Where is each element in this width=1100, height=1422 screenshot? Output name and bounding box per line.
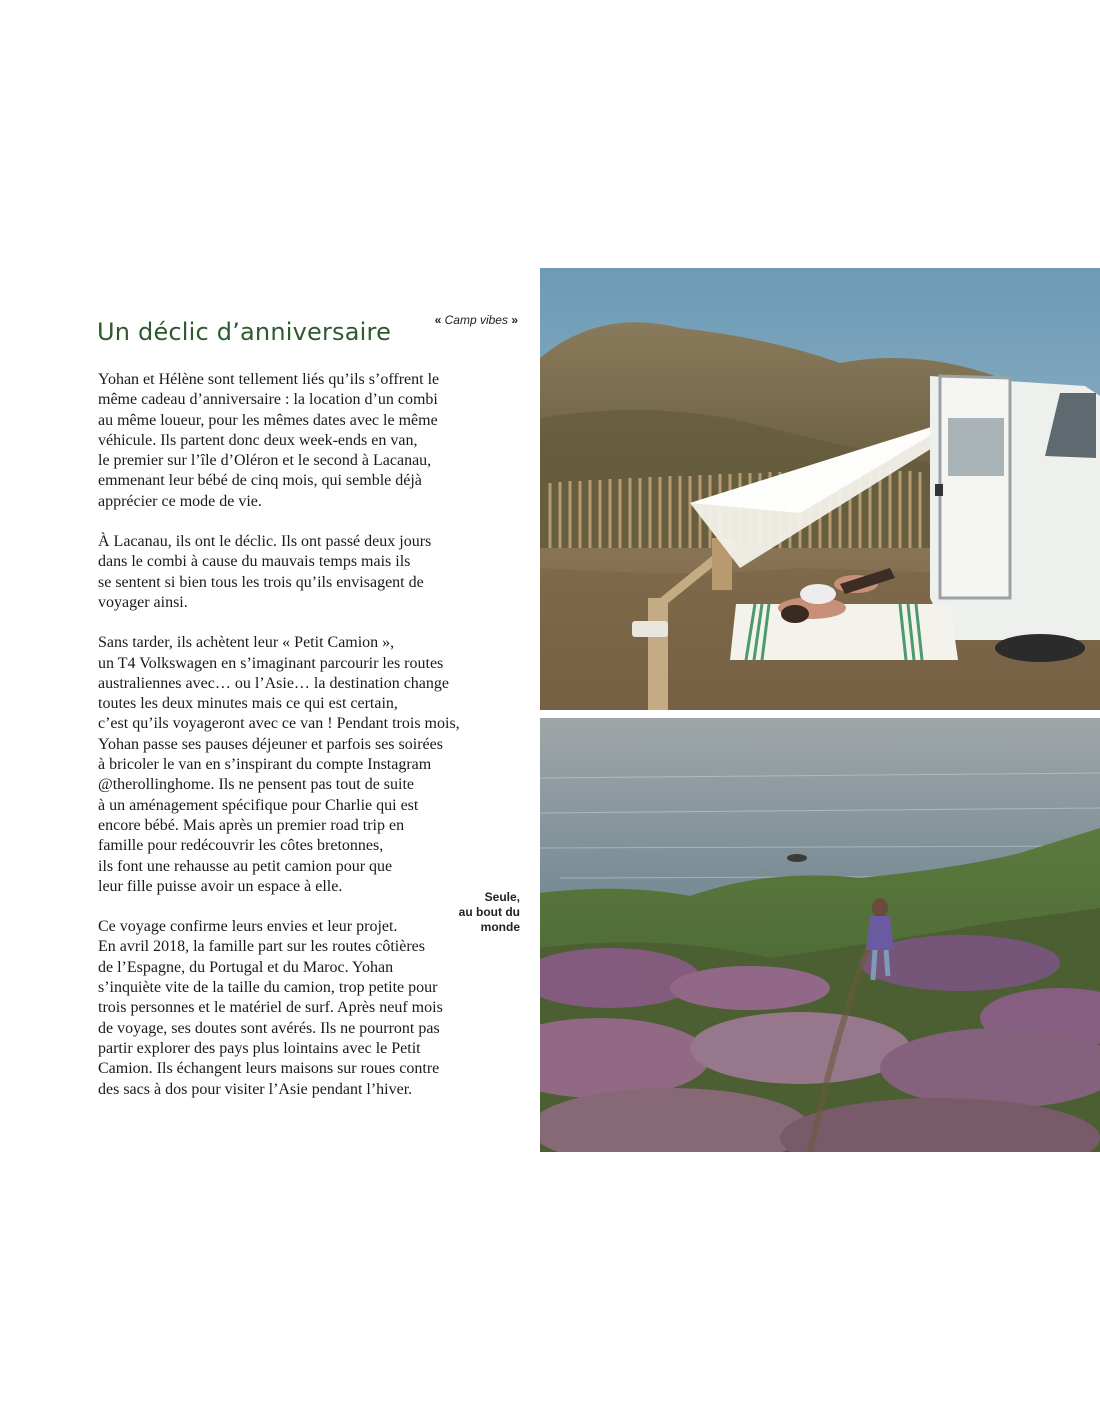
article-heading: Un déclic d’anniversaire: [97, 318, 392, 346]
paragraph-line: s’inquiète vite de la taille du camion, trop petite pour: [98, 979, 438, 997]
paragraph-line: Yohan et Hélène sont tellement liés qu’ils s’offrent le: [98, 371, 440, 388]
caption-open-quote: «: [434, 313, 442, 327]
caption-text: Camp vibes: [444, 313, 508, 327]
article-paragraph: [98, 917, 478, 1100]
paragraph-line: apprécier ce mode de vie.: [98, 492, 262, 510]
paragraph-line: En avril 2018, la famille part sur les routes côtières: [98, 938, 426, 956]
paragraph-line: se sentent si bien tous les trois qu’ils envisagent de: [98, 573, 424, 591]
paragraph-line: c’est qu’ils voyageront avec ce van ! Pendant trois mois,: [98, 715, 460, 733]
paragraph-line: voyager ainsi.: [98, 593, 188, 611]
paragraph-line: encore bébé. Mais après un premier road trip en: [98, 816, 405, 834]
caption-close-quote: »: [511, 313, 518, 327]
photo-caption-bottom: [420, 890, 520, 935]
van-awning-camp-photo: [540, 268, 1100, 710]
article-paragraph: [98, 370, 478, 512]
paragraph-line: véhicule. Ils partent donc deux week-ends en van,: [98, 431, 418, 449]
paragraph-line: à bricoler le van en s’inspirant du compte Instagram: [98, 756, 432, 774]
paragraph-line: @therollinghome. Ils ne pensent pas tout de suite: [98, 776, 415, 794]
photo-caption-top: [435, 313, 518, 327]
paragraph-line: Sans tarder, ils achètent leur « Petit Camion »,: [98, 634, 395, 652]
article-paragraph: [98, 633, 478, 897]
paragraph-line: ils font une rehausse au petit camion pour que: [98, 857, 393, 875]
paragraph-line: dans le combi à cause du mauvais temps mais ils: [98, 553, 411, 571]
paragraph-line: des sacs à dos pour visiter l’Asie pendant l’hiver.: [98, 1080, 413, 1098]
caption-line: Seule,: [484, 890, 520, 904]
paragraph-line: emmenant leur bébé de cinq mois, qui semble déjà: [98, 472, 422, 490]
paragraph-line: un T4 Volkswagen en s’imaginant parcourir les routes: [98, 654, 444, 672]
paragraph-line: Camion. Ils échangent leurs maisons sur roues contre: [98, 1060, 440, 1078]
paragraph-line: au même loueur, pour les mêmes dates avec le même: [98, 411, 438, 429]
article-body: [98, 370, 478, 1120]
caption-line: au bout du: [458, 905, 520, 919]
paragraph-line: Ce voyage confirme leurs envies et leur projet.: [98, 918, 398, 936]
paragraph-line: Yohan passe ses pauses déjeuner et parfois ses soirées: [98, 735, 443, 753]
caption-line: monde: [480, 920, 520, 934]
paragraph-line: de l’Espagne, du Portugal et du Maroc. Yohan: [98, 958, 394, 976]
heather-cliff-sea-photo: [540, 718, 1100, 1152]
paragraph-line: australiennes avec… ou l’Asie… la destination change: [98, 674, 449, 692]
paragraph-line: À Lacanau, ils ont le déclic. Ils ont passé deux jours: [98, 533, 432, 551]
paragraph-line: trois personnes et le matériel de surf. Après neuf mois: [98, 999, 443, 1017]
paragraph-line: même cadeau d’anniversaire : la location d’un combi: [98, 391, 438, 409]
paragraph-line: le premier sur l’île d’Oléron et le second à Lacanau,: [98, 452, 432, 470]
paragraph-line: leur fille puisse avoir un espace à elle.: [98, 877, 343, 895]
paragraph-line: de voyage, ses doutes sont avérés. Ils ne pourront pas: [98, 1019, 440, 1037]
article-paragraph: [98, 532, 478, 613]
paragraph-line: partir explorer des pays plus lointains avec le Petit: [98, 1039, 421, 1057]
paragraph-line: toutes les deux minutes mais ce qui est certain,: [98, 695, 398, 713]
paragraph-line: à un aménagement spécifique pour Charlie qui est: [98, 796, 419, 814]
paragraph-line: famille pour redécouvrir les côtes bretonnes,: [98, 837, 384, 855]
